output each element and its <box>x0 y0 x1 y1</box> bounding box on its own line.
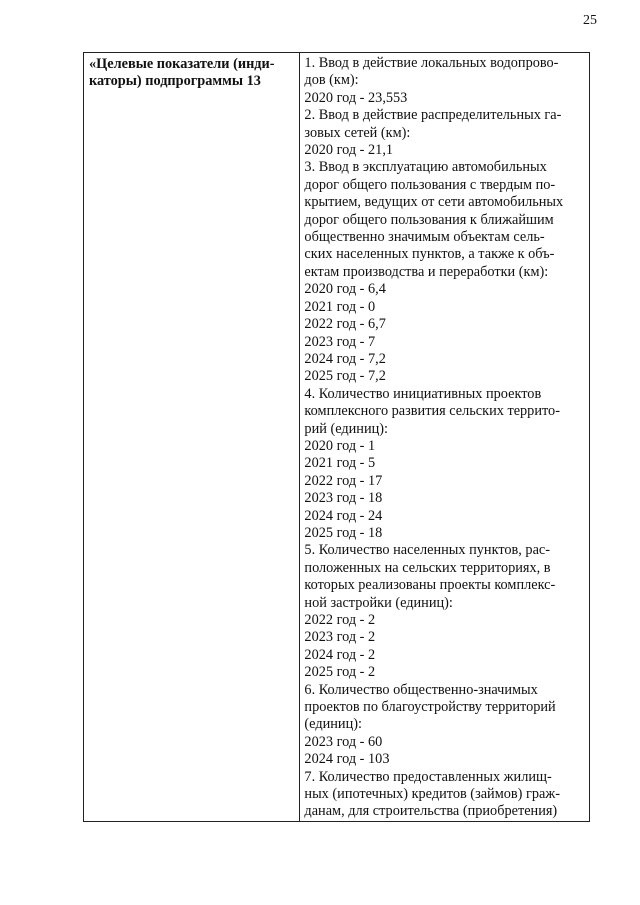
indicator-line: 2023 год - 18 <box>304 490 383 507</box>
indicator-line: 2. Ввод в действие распределительных га- <box>304 107 562 124</box>
indicator-line: ной застройки (единиц): <box>304 594 453 611</box>
indicator-line: 2022 год - 17 <box>304 472 383 489</box>
section-title-line: каторы) подпрограммы 13 <box>89 73 261 90</box>
table-row <box>84 53 590 822</box>
indicator-line: 2025 год - 7,2 <box>304 368 386 385</box>
indicator-line: 2020 год - 6,4 <box>304 281 386 298</box>
indicator-line: рий (единиц): <box>304 420 388 437</box>
indicator-line: крытием, ведущих от сети автомобильных <box>304 194 564 211</box>
page-number: 25 <box>583 13 597 28</box>
indicator-line: 2024 год - 24 <box>304 507 383 524</box>
indicator-line: 6. Количество общественно-значимых <box>304 681 538 698</box>
indicator-line: 3. Ввод в эксплуатацию автомобильных <box>304 159 547 176</box>
indicator-line: комплексного развития сельских террито- <box>304 403 560 420</box>
indicators-table <box>83 52 590 822</box>
indicator-line: дов (км): <box>304 72 359 89</box>
indicator-line: ных (ипотечных) кредитов (займов) граж- <box>304 786 560 803</box>
indicator-line: 2023 год - 7 <box>304 333 376 350</box>
section-title-line: «Целевые показатели (инди- <box>89 56 275 72</box>
indicator-line: 5. Количество населенных пунктов, рас- <box>304 542 551 559</box>
indicator-line: 2024 год - 103 <box>304 751 390 768</box>
indicator-line: ских населенных пунктов, а также к объ- <box>304 246 555 263</box>
indicator-line: 2022 год - 2 <box>304 612 376 628</box>
indicator-line: 2024 год - 2 <box>304 646 376 663</box>
indicators-cell <box>300 53 590 822</box>
indicator-line: 2024 год - 7,2 <box>304 350 386 367</box>
indicator-line: данам, для строительства (приобретения) <box>304 803 558 820</box>
indicator-line: 2020 год - 1 <box>304 437 376 454</box>
indicator-line: 4. Количество инициативных проектов <box>304 385 542 402</box>
indicator-line: 2023 год - 2 <box>304 629 376 646</box>
indicator-line: 1. Ввод в действие локальных водопрово- <box>304 55 559 71</box>
indicator-line: 2021 год - 5 <box>304 455 376 472</box>
indicator-line: 7. Количество предоставленных жилищ- <box>304 768 552 785</box>
indicator-line: (единиц): <box>304 716 362 733</box>
indicator-line: зовых сетей (км): <box>304 124 411 141</box>
indicator-line: 2021 год - 0 <box>304 298 376 315</box>
indicator-line: 2020 год - 21,1 <box>304 142 394 159</box>
indicator-line: дорог общего пользования с твердым по- <box>304 176 556 193</box>
indicator-line: 2023 год - 60 <box>304 733 383 750</box>
indicator-line: 2022 год - 6,7 <box>304 316 386 333</box>
indicator-line: 2025 год - 18 <box>304 524 383 541</box>
indicator-line: которых реализованы проекты комплекс- <box>304 577 556 594</box>
indicator-line: положенных на сельских территориях, в <box>304 559 551 576</box>
indicator-line: проектов по благоустройству территорий <box>304 699 556 716</box>
section-title-cell <box>84 53 300 822</box>
indicator-line: ектам производства и переработки (км): <box>304 263 549 280</box>
indicator-line: 2025 год - 2 <box>304 664 376 681</box>
indicator-line: дорог общего пользования к ближайшим <box>304 211 554 228</box>
indicator-line: общественно значимым объектам сель- <box>304 229 545 246</box>
indicator-line: 2020 год - 23,553 <box>304 89 408 106</box>
